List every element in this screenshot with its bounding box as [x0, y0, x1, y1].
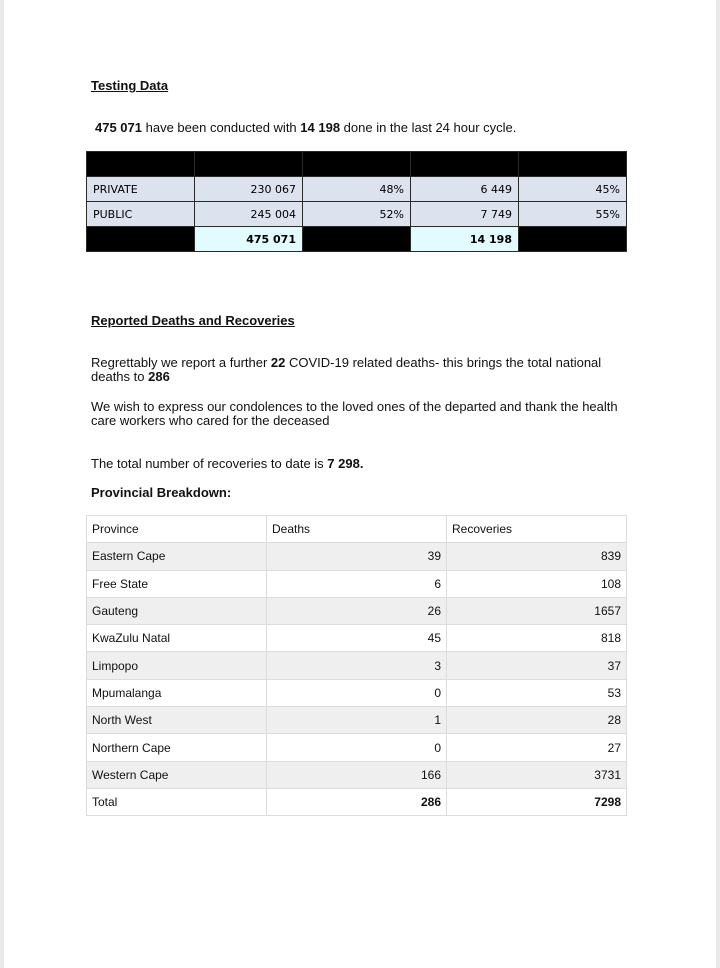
- recoveries-header: Recoveries: [447, 516, 627, 543]
- province-cell: Free State: [87, 570, 267, 597]
- deaths-cell: 6: [267, 570, 447, 597]
- document-page: [4, 0, 716, 968]
- deaths-cell: 39: [267, 543, 447, 570]
- last24-cell: 6 449: [411, 177, 519, 202]
- testing-summary: [95, 121, 516, 135]
- testing-row-private: [87, 177, 627, 202]
- last24-pct-cell: 55%: [519, 202, 627, 227]
- table-row: [87, 570, 627, 597]
- deaths-cell: 166: [267, 761, 447, 788]
- deaths-cell: 26: [267, 597, 447, 624]
- deaths-cell: 0: [267, 734, 447, 761]
- deaths-recoveries-heading: Reported Deaths and Recoveries: [91, 313, 295, 328]
- header-cell: [195, 152, 303, 177]
- total-label-cell: Total: [87, 788, 267, 815]
- total-last24-cell: 14 198: [411, 227, 519, 252]
- testing-total-row: [87, 227, 627, 252]
- tests-pct-cell: 52%: [303, 202, 411, 227]
- testing-summary-text-end: done in the last 24 hour cycle.: [340, 120, 517, 135]
- total-recoveries-value: 7 298.: [327, 456, 364, 471]
- deaths-paragraph: [91, 356, 636, 384]
- testing-summary-text-mid: have been conducted with: [142, 120, 301, 135]
- last-24h-tests-value: 14 198: [300, 120, 341, 135]
- recoveries-cell: 53: [447, 679, 627, 706]
- recoveries-cell: 3731: [447, 761, 627, 788]
- recoveries-cell: 27: [447, 734, 627, 761]
- testing-data-heading: Testing Data: [91, 78, 169, 93]
- deaths-text-a: Regrettably we report a further: [91, 355, 271, 370]
- last24-pct-cell: 45%: [519, 177, 627, 202]
- blank-cell: [87, 227, 195, 252]
- deaths-cell: 3: [267, 652, 447, 679]
- table-row: [87, 625, 627, 652]
- deaths-header: Deaths: [267, 516, 447, 543]
- province-cell: Western Cape: [87, 761, 267, 788]
- recoveries-text: The total number of recoveries to date is: [91, 456, 328, 471]
- sector-cell: PRIVATE: [87, 177, 195, 202]
- header-cell: [303, 152, 411, 177]
- table-row: [87, 652, 627, 679]
- testing-row-public: [87, 202, 627, 227]
- table-row: [87, 734, 627, 761]
- table-row: [87, 707, 627, 734]
- province-cell: Limpopo: [87, 652, 267, 679]
- province-cell: Eastern Cape: [87, 543, 267, 570]
- recoveries-cell: 108: [447, 570, 627, 597]
- table-row: [87, 543, 627, 570]
- province-cell: Northern Cape: [87, 734, 267, 761]
- recoveries-cell: 839: [447, 543, 627, 570]
- tests-cell: 245 004: [195, 202, 303, 227]
- recoveries-cell: 37: [447, 652, 627, 679]
- province-header: Province: [87, 516, 267, 543]
- provincial-breakdown-heading: Provincial Breakdown:: [91, 485, 232, 500]
- table-row: [87, 761, 627, 788]
- deaths-cell: 1: [267, 707, 447, 734]
- total-recoveries-cell: 7298: [447, 788, 627, 815]
- testing-table: [86, 151, 627, 252]
- province-cell: KwaZulu Natal: [87, 625, 267, 652]
- tests-cell: 230 067: [195, 177, 303, 202]
- condolences-paragraph: We wish to express our condolences to the loved ones of the departed and thank the health care workers who cared for the deceased: [91, 399, 618, 428]
- total-tests-value: 475 071: [95, 120, 142, 135]
- provincial-table: [86, 515, 627, 816]
- blank-cell: [519, 227, 627, 252]
- new-deaths-value: 22: [270, 355, 286, 370]
- total-tests-cell: 475 071: [195, 227, 303, 252]
- testing-table-header-row: [87, 152, 627, 177]
- sector-cell: PUBLIC: [87, 202, 195, 227]
- province-cell: North West: [87, 707, 267, 734]
- last24-cell: 7 749: [411, 202, 519, 227]
- provincial-total-row: [87, 788, 627, 815]
- tests-pct-cell: 48%: [303, 177, 411, 202]
- recoveries-cell: 818: [447, 625, 627, 652]
- province-cell: Mpumalanga: [87, 679, 267, 706]
- recoveries-cell: 28: [447, 707, 627, 734]
- deaths-cell: 45: [267, 625, 447, 652]
- header-cell: [519, 152, 627, 177]
- deaths-cell: 0: [267, 679, 447, 706]
- provincial-header-row: [87, 516, 627, 543]
- recoveries-paragraph: [91, 457, 363, 471]
- blank-cell: [303, 227, 411, 252]
- table-row: [87, 679, 627, 706]
- header-cell: [411, 152, 519, 177]
- recoveries-cell: 1657: [447, 597, 627, 624]
- total-deaths-value: 286: [148, 369, 170, 384]
- deaths-text-b: COVID-19 related deaths- this brings the total national deaths to: [91, 355, 602, 384]
- table-row: [87, 597, 627, 624]
- header-cell: [87, 152, 195, 177]
- total-deaths-cell: 286: [267, 788, 447, 815]
- province-cell: Gauteng: [87, 597, 267, 624]
